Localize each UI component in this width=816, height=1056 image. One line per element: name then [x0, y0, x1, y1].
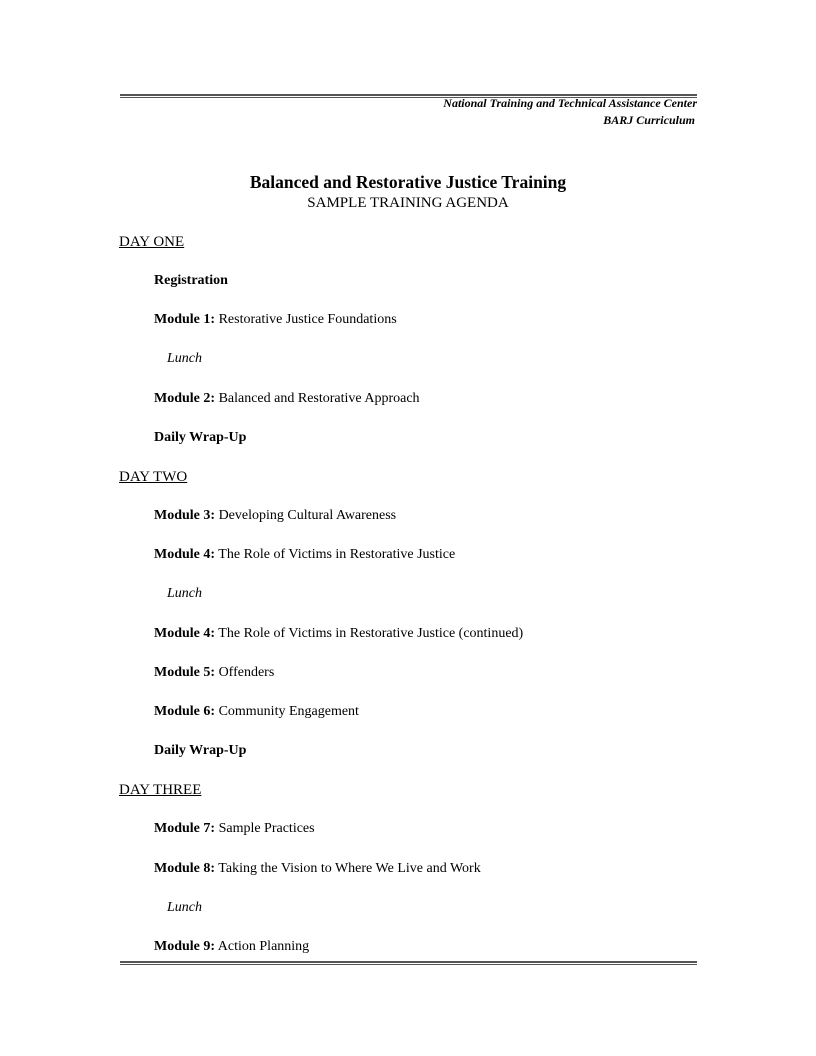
agenda-item-text: Taking the Vision to Where We Live and Work	[215, 861, 481, 876]
agenda-item-label: Module 7:	[154, 821, 216, 836]
agenda-item-label: Registration	[154, 273, 228, 288]
agenda-item-text: Restorative Justice Foundations	[215, 312, 397, 327]
agenda-item-text: Community Engagement	[215, 704, 359, 719]
agenda-item-label: Daily Wrap-Up	[154, 430, 247, 445]
agenda-item-daily-wrap-up	[154, 430, 246, 446]
agenda-item-daily-wrap-up	[154, 743, 246, 759]
agenda-item-text: Developing Cultural Awareness	[215, 508, 397, 523]
agenda-item-text: Balanced and Restorative Approach	[215, 391, 420, 406]
agenda-item-text: The Role of Victims in Restorative Justice	[215, 547, 456, 562]
agenda-item-label: Module 3:	[154, 508, 216, 523]
day-heading: DAY TWO	[119, 469, 188, 485]
header-org: National Training and Technical Assistance Center	[443, 96, 697, 110]
agenda-item-label: Module 8:	[154, 861, 216, 876]
agenda-item-module-4	[154, 547, 455, 563]
agenda-item-registration	[154, 273, 228, 289]
agenda-item-label: Module 6:	[154, 704, 216, 719]
day-heading: DAY THREE	[119, 782, 202, 798]
agenda-item-module-3	[154, 508, 396, 524]
header-curriculum: BARJ Curriculum	[603, 113, 695, 127]
agenda-item-module-2	[154, 391, 420, 407]
agenda-item-module-7	[154, 821, 315, 837]
agenda-item-module-1	[154, 312, 397, 328]
agenda-item-label: Daily Wrap-Up	[154, 743, 247, 758]
agenda-item-label: Module 4:	[154, 547, 216, 562]
agenda-item-module-6	[154, 704, 359, 720]
agenda-item-text: Offenders	[215, 665, 275, 680]
agenda-item-text: Action Planning	[215, 939, 310, 954]
agenda-lunch: Lunch	[167, 900, 202, 915]
agenda-item-label: Module 5:	[154, 665, 216, 680]
agenda-lunch: Lunch	[167, 351, 202, 366]
day-heading: DAY ONE	[119, 234, 185, 250]
agenda-item-module-9	[154, 939, 309, 955]
agenda-item-label: Module 1:	[154, 312, 216, 327]
agenda-item-module-8	[154, 861, 481, 877]
agenda-lunch: Lunch	[167, 586, 202, 601]
document-subtitle: SAMPLE TRAINING AGENDA	[307, 195, 509, 211]
document-title: Balanced and Restorative Justice Training	[249, 172, 567, 192]
agenda-item-label: Module 9:	[154, 939, 216, 954]
agenda-item-text: Sample Practices	[215, 821, 315, 836]
footer-rule	[120, 961, 697, 965]
agenda-item-label: Module 2:	[154, 391, 216, 406]
agenda-item-module-5	[154, 665, 274, 681]
agenda-item-text: The Role of Victims in Restorative Justice (continued)	[215, 626, 524, 641]
agenda-item-module-4-continued	[154, 626, 523, 642]
agenda-item-label: Module 4:	[154, 626, 216, 641]
